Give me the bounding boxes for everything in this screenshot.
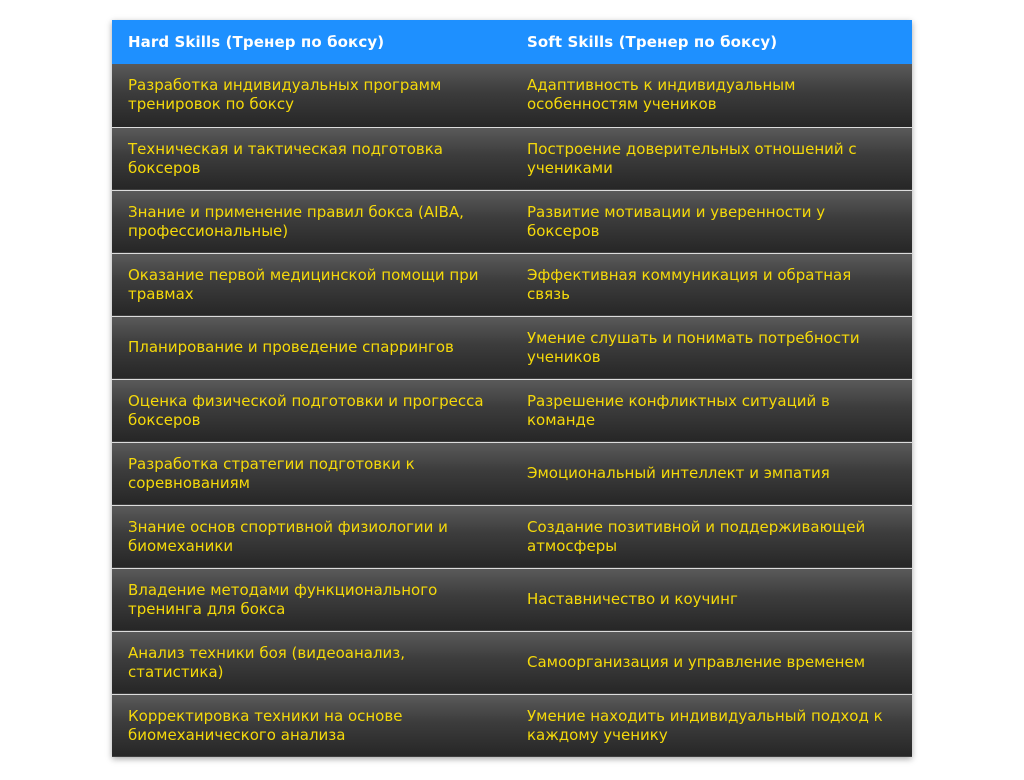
table-row <box>112 127 912 190</box>
header-hard-skills: Hard Skills (Тренер по боксу) <box>112 20 511 64</box>
hard-skill-cell: Знание основ спортивной физиологии и биомеханики <box>112 505 511 568</box>
soft-skill-cell: Адаптивность к индивидуальным особенностям учеников <box>511 64 912 127</box>
hard-skill-cell: Планирование и проведение спаррингов <box>112 316 511 379</box>
soft-skill-cell: Создание позитивной и поддерживающей атмосферы <box>511 505 912 568</box>
table-header <box>112 20 912 64</box>
hard-skill-cell: Техническая и тактическая подготовка боксеров <box>112 127 511 190</box>
table-row <box>112 568 912 631</box>
table-row <box>112 64 912 127</box>
soft-skill-cell: Умение слушать и понимать потребности учеников <box>511 316 912 379</box>
soft-skill-cell: Развитие мотивации и уверенности у боксеров <box>511 190 912 253</box>
hard-skill-cell: Разработка стратегии подготовки к соревнованиям <box>112 442 511 505</box>
table-row <box>112 442 912 505</box>
hard-skill-cell: Оценка физической подготовки и прогресса боксеров <box>112 379 511 442</box>
soft-skill-cell: Эффективная коммуникация и обратная связь <box>511 253 912 316</box>
table-row <box>112 316 912 379</box>
hard-skill-cell: Разработка индивидуальных программ тренировок по боксу <box>112 64 511 127</box>
table-row <box>112 190 912 253</box>
hard-skill-cell: Знание и применение правил бокса (AIBA, профессиональные) <box>112 190 511 253</box>
hard-skill-cell: Оказание первой медицинской помощи при травмах <box>112 253 511 316</box>
table-row <box>112 379 912 442</box>
soft-skill-cell: Эмоциональный интеллект и эмпатия <box>511 442 912 505</box>
skills-table-container <box>112 20 912 757</box>
skills-table <box>112 20 912 757</box>
soft-skill-cell: Построение доверительных отношений с учениками <box>511 127 912 190</box>
table-body <box>112 64 912 757</box>
table-row <box>112 631 912 694</box>
table-row <box>112 505 912 568</box>
hard-skill-cell: Корректировка техники на основе биомеханического анализа <box>112 694 511 757</box>
hard-skill-cell: Владение методами функционального тренинга для бокса <box>112 568 511 631</box>
soft-skill-cell: Наставничество и коучинг <box>511 568 912 631</box>
soft-skill-cell: Умение находить индивидуальный подход к каждому ученику <box>511 694 912 757</box>
table-row <box>112 253 912 316</box>
hard-skill-cell: Анализ техники боя (видеоанализ, статистика) <box>112 631 511 694</box>
soft-skill-cell: Разрешение конфликтных ситуаций в команде <box>511 379 912 442</box>
header-row <box>112 20 912 64</box>
soft-skill-cell: Самоорганизация и управление временем <box>511 631 912 694</box>
table-row <box>112 694 912 757</box>
header-soft-skills: Soft Skills (Тренер по боксу) <box>511 20 912 64</box>
